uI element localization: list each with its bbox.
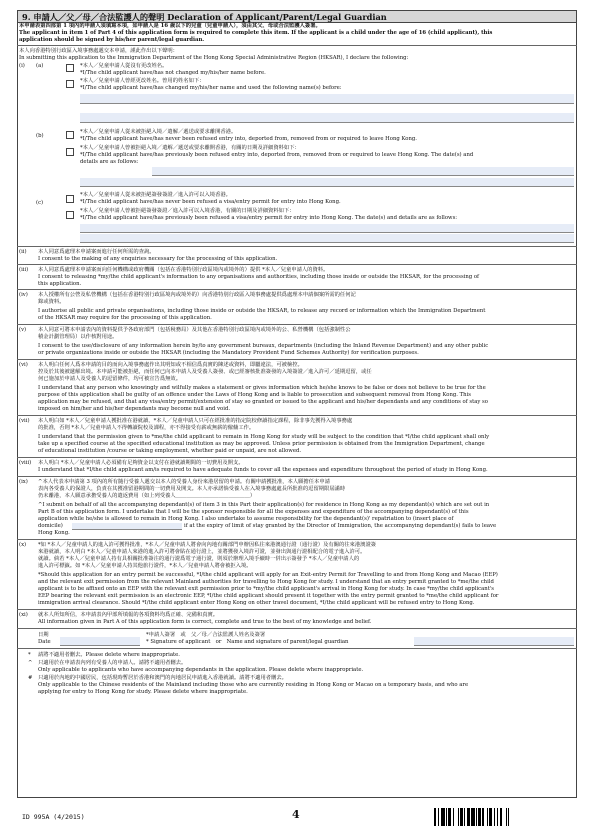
item-vi-en: I understand that any person who knowingly and wilfully makes a statement or gives information which he/she knows to be false or does not believe to be true for the bbox=[38, 385, 486, 391]
item-vii-zh-2: 的批准，否則 *本人／兒童申請人不得轉讀院校及課程，亦不得接受有薪或無薪的僱傭工作。 bbox=[38, 425, 255, 431]
barcode-bar bbox=[509, 808, 511, 826]
intro-bold-en-2: application should be signed by his/her parent/legal guardian. bbox=[19, 37, 205, 43]
item-xi-number: (xi) bbox=[19, 612, 28, 618]
item-vii-en-2: take up a specified course at the specified educational institution as may be approved. Unless prior permission is obtained from the Immigration Department, change bbox=[38, 441, 485, 447]
item-iv-zh-2: 錄或資料。 bbox=[38, 299, 65, 305]
item-ix-en-5: Hong Kong. bbox=[38, 530, 70, 536]
previously-refused-entry-checkbox[interactable] bbox=[66, 148, 74, 156]
item-vii-zh: 本人明白如 *本人／兒童申請人獲批准在港就讀，*本人／兒童申請人只可在經批准的指定院校修讀指定課程，除非事先獲得入境事務處 bbox=[38, 418, 353, 424]
item-i-c-opt2-zh: *本人／兒童申請人曾被拒絕簽發簽證／進入許可以入境香港，有關的日期及詳細資料如下： bbox=[80, 208, 295, 214]
item-vii-number: (vii) bbox=[19, 418, 30, 424]
item-x-en-2: and the relevant exit permission from the relevant Mainland authorities for travelling to Hong Kong for study. I understand that an entry permit granted to *me/the child bbox=[38, 579, 494, 585]
item-x-en-4: EEP bearing the relevant exit permission is an electronic EEP, *I/the child applicant should present it together with the entry permit granted to *me/the child applicant for bbox=[38, 593, 499, 599]
item-vi-number: (vi) bbox=[19, 362, 28, 368]
item-iv-number: (iv) bbox=[19, 292, 28, 298]
item-ix-number: (ix) bbox=[19, 479, 28, 485]
item-vii-en-3: of educational institution /course or taking employment, whether paid or unpaid, are not allowed. bbox=[38, 448, 302, 454]
item-x-en-3: applicant is to be affixed onto an EEP with the relevant exit permission prior to *my/the child applicant's arrival in Hong Kong for study. In case *my/the child applicant's bbox=[38, 586, 494, 592]
item-xi-zh: 就本人所知所信，本申請表內甲部所填報的各項資料均爲正確、完備和真實。 bbox=[38, 612, 219, 618]
refusal-details-field[interactable] bbox=[152, 167, 574, 176]
barcode bbox=[434, 808, 574, 826]
item-i-c-letter: (c) bbox=[36, 200, 44, 206]
intro-en: In submitting this application to the Immigration Department of the Hong Kong Special Administrative Region (HKSAR), I declare the following: bbox=[19, 55, 409, 61]
item-vi-en-3: application may be refused, and that any visa/entry permit/extension of stay so granted or issued to the applicant and his/her dependants and any conditions of stay so bbox=[38, 399, 488, 405]
never-refused-entry-checkbox[interactable] bbox=[66, 131, 74, 139]
item-i-b-opt1-en: *I/The child applicant have/has never been refused entry into, deported from, removed from or required to leave Hong Kong. bbox=[80, 136, 417, 142]
item-v-number: (v) bbox=[19, 327, 27, 333]
item-ix-en-1: ^I submit on behalf of all the accompanying dependant(s) of item 3 in this Part their application(s) for residence in Hong Kong as my dependant(s) which are set out in bbox=[38, 502, 490, 508]
item-ix-zh-1: ^本人代表本申請第 3 項內的所有隨行受養人遞交以本人的受養人身份來港居留的申請。有關申請獲批准，本人願擔任本申請 bbox=[38, 479, 330, 485]
date-label-zh: 日期 bbox=[38, 632, 49, 638]
item-vi-zh-1: 本人明白任何人爲本申請的目的而向入境事務處作出其明知或不相信爲真實的陳述或資料，即屬違法，可被檢控。 bbox=[38, 362, 303, 368]
item-v-en-2: or private organizations inside or outside the HKSAR (including the Mandatory Provident Fund Schemes Authority) for verification purposes. bbox=[38, 350, 419, 356]
item-ii-zh: 本人同意爲處理本申請案而進行任何所需的查詢。 bbox=[38, 249, 155, 255]
note-2-mark: ^ bbox=[28, 660, 33, 666]
note-2-zh: 只適用於在申請表內列有受養人的申請人。請將不適用者刪去。 bbox=[38, 660, 187, 666]
item-iii-en-2: this application. bbox=[38, 281, 82, 287]
item-i-a-opt1-zh: *本人／兒童申請人從沒有更改姓名。 bbox=[80, 63, 168, 69]
item-iii-number: (iii) bbox=[19, 267, 29, 273]
note-1-text: 請將不適用者刪去。Please delete where inappropriate. bbox=[38, 652, 180, 658]
refusal-details-field-2[interactable] bbox=[80, 178, 574, 187]
never-refused-visa-checkbox[interactable] bbox=[66, 195, 74, 203]
note-3-zh: 只適用於內地的中國居民，包括現時暫居於香港和澳門的內地居民申請進入香港就讀。請將不適用者刪去。 bbox=[38, 675, 287, 681]
item-i-a-opt2-zh: *本人／兒童申請人曾經更改姓名。曾用的姓名如下： bbox=[80, 78, 205, 84]
item-iii-zh: 本人同意爲處理本申請案而向任何機構或政府機關（包括在香港特別行政區境內或境外的）提供 *本人／兒童申請人的資料。 bbox=[38, 267, 329, 273]
note-1-mark: * bbox=[28, 652, 31, 658]
item-x-zh-3: 就讀。倘若 *本人／兒童申請人持有具相關批准簽注的通行證爲電子通行證，則須於辦理入境手續時一併出示簽發予 *本人／兒童申請人的 bbox=[38, 556, 360, 562]
domicile-field[interactable] bbox=[72, 523, 182, 530]
item-viii-en: I understand that *I/the child applicant am/is required to have adequate funds to cover all the expenses and expenditure throughout the period of study in Hong Kong. bbox=[38, 467, 488, 473]
item-ix-en-2: Part B of this application form. I undertake that I will be the sponsor responsible for all the expenses and expenditure of the accompanying dependant(s) of this bbox=[38, 509, 469, 515]
item-vii-en: I understand that the permission given to *me/the child applicant to remain in Hong Kong for study will be subject to the condition that *I/the child applicant shall only bbox=[38, 434, 490, 440]
section-number: 9. bbox=[22, 12, 31, 22]
date-field[interactable] bbox=[60, 637, 140, 646]
name-not-changed-checkbox[interactable] bbox=[66, 64, 74, 72]
item-viii-number: (viii) bbox=[19, 460, 32, 466]
item-ix-zh-2: 表內各受養人的保證人，負責在其獲准留港期間的一切費用及開支。本人亦承諾倘受養人在入境事務處處長所批准的逗留期限屆滿時 bbox=[38, 486, 346, 492]
signature-field[interactable] bbox=[414, 637, 574, 646]
item-x-en-5: immigration arrival clearance. Should *I/the child applicant enter Hong Kong on other travel document, *I/the child applicant will be refused entry to Hong Kong. bbox=[38, 600, 475, 606]
item-i-c-opt1-en: *I/The child applicant have/has never been refused a visa/entry permit for entry into Hong Kong. bbox=[80, 199, 341, 205]
item-vi-zh-3: 何已施加於申請人及受養人的逗留條件，均可被宣告爲無效。 bbox=[38, 376, 182, 382]
item-vi-zh-2: 控及於其後被遞解出境。本申請可能被拒絕，而任何已向本申請人及受養人簽發、或已經審核批准簽發的入境簽證／進入許可／延期逗留，或任 bbox=[38, 369, 372, 375]
signature-label-zh: *申請人簽署 或 父／母／合法監護人姓名及簽署 bbox=[146, 632, 266, 638]
item-i-number: (i) bbox=[19, 63, 25, 69]
previous-names-field-2[interactable] bbox=[80, 113, 574, 123]
name-changed-checkbox[interactable] bbox=[66, 80, 74, 88]
signature-label-en: * Signature of applicant or Name and signature of parent/legal guardian bbox=[146, 639, 349, 645]
intro-bold-zh: 本申請表第四部第 1 項內的申請人須填寫本項，如申請人是 16 歲以下的兒童（兒童申請人），須由其父、母或合法監護人簽署。 bbox=[19, 23, 321, 29]
visa-refusal-details-field[interactable] bbox=[80, 224, 574, 233]
item-i-b-letter: (b) bbox=[36, 133, 44, 139]
item-ix-en-3: application while he/she is allowed to remain in Hong Kong. I also undertake to assume responsibility for the dependant(s)' repatriation to (insert place of bbox=[38, 516, 454, 522]
item-x-en-1: *Should this application for an entry permit be successful, *I/the child applicant will apply for an Exit-entry Permit for Travelling to and from Hong Kong and Macao (EEP) bbox=[38, 572, 498, 578]
note-3-en: Only applicable to the Chinese residents of the Mainland including those who are currently residing in Hong Kong or Macao on a temporary basis, and who are bbox=[38, 682, 469, 688]
item-ix-en-4: domicile) bbox=[38, 523, 63, 529]
note-3-en-2: applying for entry to Hong Kong for study. Please delete where inappropriate. bbox=[38, 689, 248, 695]
section-title: 申請人／父／母／合法監護人的聲明 Declaration of Applicant/Parent/Legal Guardian bbox=[33, 12, 387, 22]
item-ii-number: (ii) bbox=[19, 249, 27, 255]
form-id: ID 995A (4/2015) bbox=[22, 813, 85, 821]
item-i-b-opt2-zh: *本人／兒童申請人曾被拒絕入境／遣解／遞送或要求離開香港，有關的日期及詳細資料如下： bbox=[80, 145, 300, 151]
item-i-a-opt2-en: *I/The child applicant have/has changed my/his/her name and used the following name(s) before: bbox=[80, 85, 342, 91]
item-v-en: I consent to the use/disclosure of any information herein by/to any government bureaux, departments (including the Inland Revenue Department) and any other public bbox=[38, 343, 489, 349]
item-x-number: (x) bbox=[19, 542, 27, 548]
previous-names-field[interactable] bbox=[80, 94, 574, 104]
item-iv-en: I authorise all public and private organisations, including those inside or outside the HKSAR, to release any record or information which the Immigration Department bbox=[38, 308, 486, 314]
previously-refused-visa-checkbox[interactable] bbox=[66, 211, 74, 219]
item-i-c-opt2-en: *I/The child applicant have/has previously been refused a visa/entry permit for entry into Hong Kong. The date(s) and details are as follows: bbox=[80, 215, 458, 221]
item-i-c-opt1-zh: *本人／兒童申請人從未被拒絕簽發簽證／進入許可以入境香港。 bbox=[80, 192, 231, 198]
item-x-zh-1: *如 *本人／兒童申請人的進入許可獲得批准，*本人／兒童申請人將會向內地有關部門申辦因私往來港澳通行證（通行證）及有關的往來港澳證簽 bbox=[38, 542, 377, 548]
item-v-zh: 本人同意可將本申請表內的資料提供予各政府部門（包括稅務局）及其他在香港特別行政區境內或境外的公、私營機構（包括強制性公 bbox=[38, 327, 351, 333]
item-x-zh-2: 來港就讀，本人明白 *本人／兒童申請人來港的進入許可將會貼在通行證上，並將獲發入境許可證，並發出與通行證相配合的電子進入許可。 bbox=[38, 549, 366, 555]
item-xi-en: All information given in Part A of this application form is correct, complete and true to the best of my knowledge and belief. bbox=[38, 619, 372, 625]
section-header bbox=[18, 11, 576, 23]
item-i-a-letter: (a) bbox=[36, 63, 44, 69]
item-iv-zh: 本人授權所有公營及私營機構（包括在香港特別行政區境內或境外的）向香港特別行政區入境事務處提供爲處理本申請個案所需的任何記 bbox=[38, 292, 356, 298]
item-i-b-opt2-en-2: details are as follows: bbox=[80, 159, 139, 165]
intro-zh: 本人向香港特別行政區入境事務處遞交本申請，謹此作出以下聲明： bbox=[19, 48, 178, 54]
item-iii-en: I consent to releasing *my/the child applicant's information to any organisations and authorities, including those inside or outside the HKSAR, for the processing of bbox=[38, 274, 480, 280]
visa-refusal-details-field-2[interactable] bbox=[80, 234, 574, 243]
item-i-a-opt1-en: *I/The child applicant have/has not changed my/his/her name before. bbox=[80, 70, 266, 76]
item-ix-en-4b: if at the expiry of limit of stay granted by the Director of Immigration, the accompanying dependant(s) fails to leave bbox=[184, 523, 497, 529]
item-v-zh-2: 積金計劃管理局）以作核對用途。 bbox=[38, 334, 118, 340]
note-3-mark: # bbox=[28, 675, 33, 681]
item-vi-en-4: imposed on him/her and his/her dependants may become null and void. bbox=[38, 406, 231, 412]
item-iv-en-2: of the HKSAR may require for the processing of this application. bbox=[38, 315, 212, 321]
item-x-zh-4: 進入許可標籤。如 *本人／兒童申請人持其他旅行證件，*本人／兒童申請人將會被拒入境。 bbox=[38, 563, 252, 569]
item-vi-en-2: purpose of this application shall be guilty of an offence under the Laws of Hong Kong and is liable to prosecution and subsequent removal from Hong Kong. This bbox=[38, 392, 471, 398]
item-viii-zh: 本人明白 *本人／兒童申請人必須備有足夠資金以支付在港就讀期間的一切費用及開支。 bbox=[38, 460, 244, 466]
item-i-b-opt1-zh: *本人／兒童申請人從未被拒絕入境／遣解／遞送或要求離開香港。 bbox=[80, 129, 237, 135]
date-label-en: Date bbox=[38, 639, 51, 645]
note-2-en: Only applicable to applicants who have accompanying dependants in the application. Please delete where inappropriate. bbox=[38, 667, 364, 673]
intro-bold-en-1: The applicant in item 1 of Part 4 of this application form is required to complete this item. If the applicant is a child under the age of 16 (child applicant), this bbox=[19, 30, 493, 36]
item-ii-en: I consent to the making of any enquiries necessary for the processing of this application. bbox=[38, 256, 278, 262]
item-ix-zh-3: 仍未離港，本人願意承擔受養人的遣返費用（如上列受養人＿＿＿＿＿＿＿＿＿＿＿＿＿＿） bbox=[38, 493, 256, 499]
page-number: 4 bbox=[292, 808, 300, 821]
item-i-b-opt2-en: *I/The child applicant have/has previously been refused entry into, deported from, removed from or required to leave Hong Kong. The date(s) and bbox=[80, 152, 474, 158]
